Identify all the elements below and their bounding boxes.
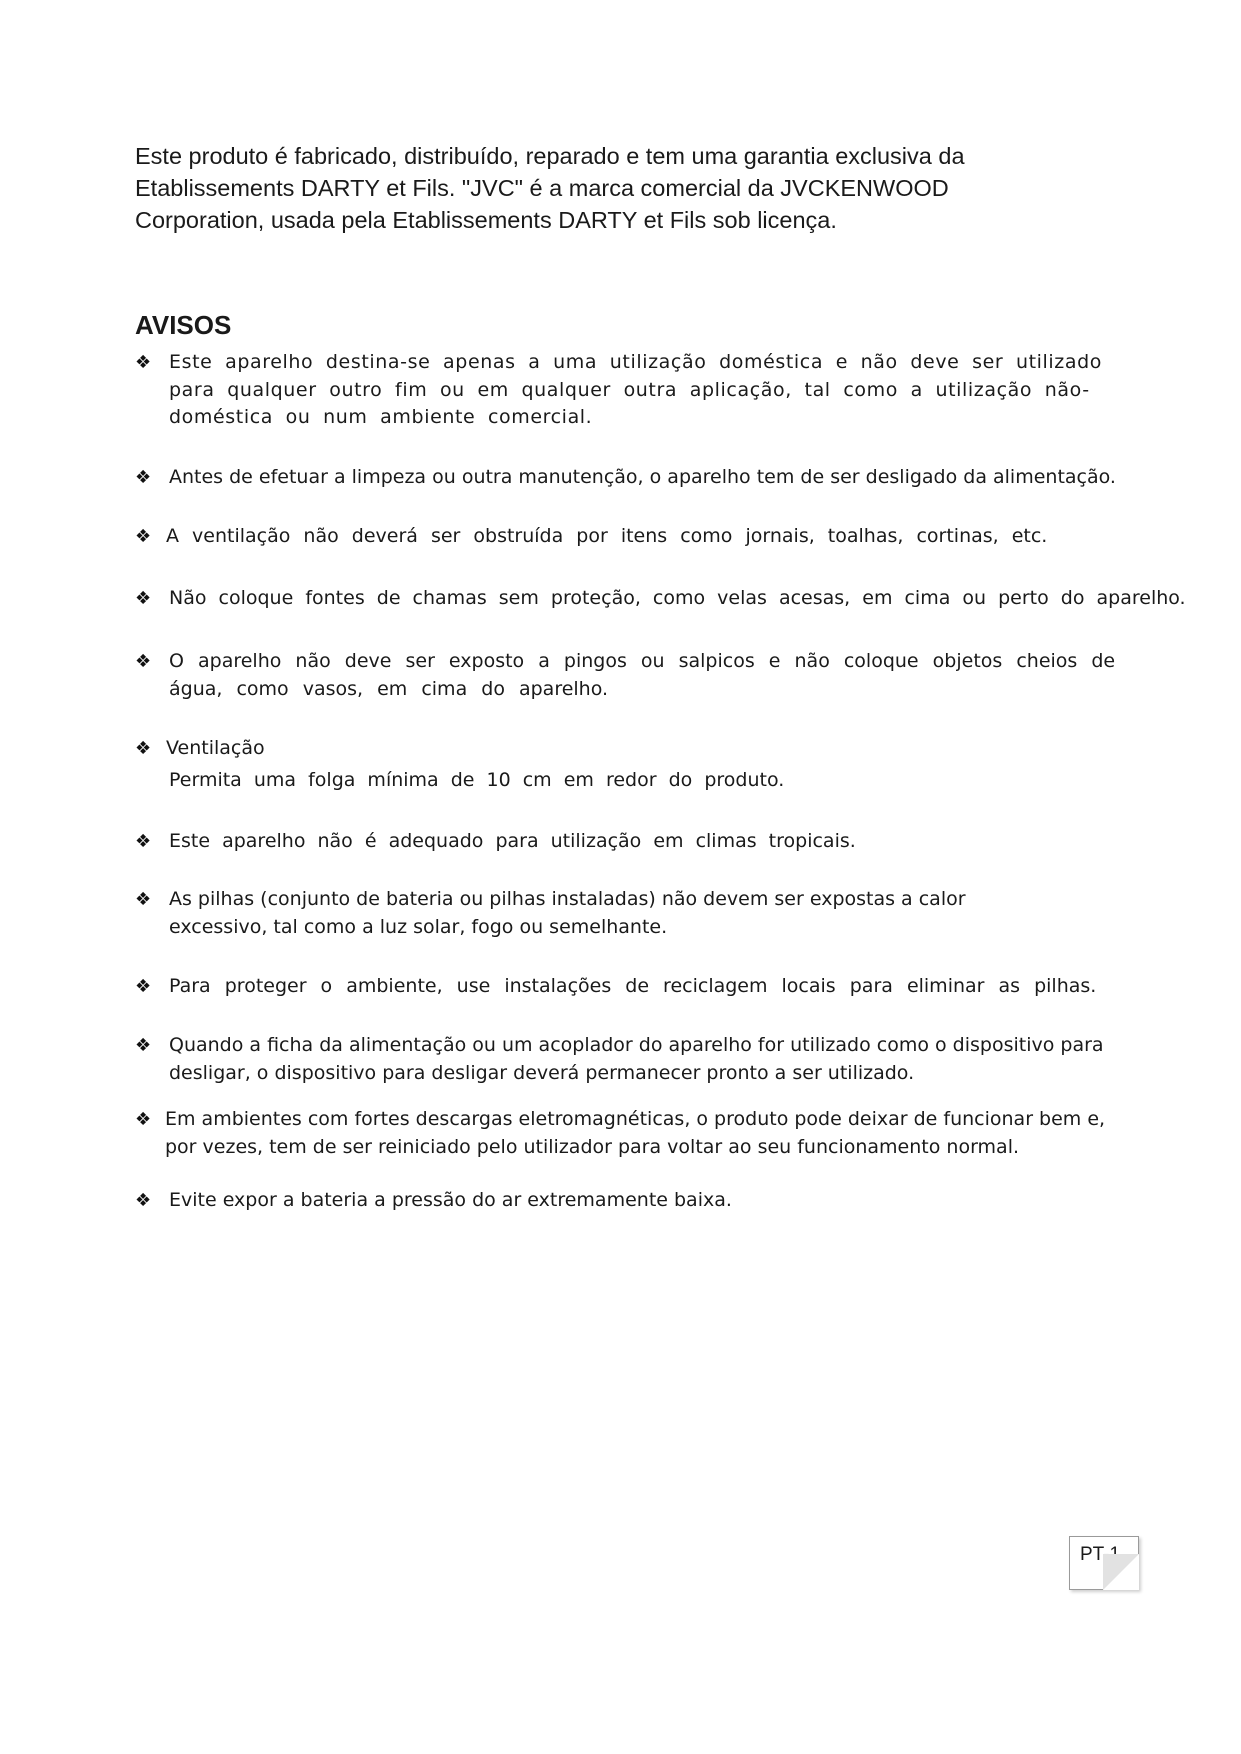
warning-text: Este aparelho não é adequado para utilização em climas tropicais. [169,830,856,852]
warning-item [135,349,1135,432]
bullet-icon: ❖ [135,467,152,488]
page-curl-icon [1103,1554,1139,1590]
bullet-icon: ❖ [135,831,152,852]
bullet-icon: ❖ [135,889,152,910]
warning-text: Quando a ficha da alimentação ou um acoplador do aparelho for utilizado como o dispositivo para desligar, o dispositivo para desligar deverá permanecer pronto a ser utilizado. [169,1034,1104,1084]
bullet-icon: ❖ [135,651,152,672]
bullet-icon: ❖ [135,976,152,997]
warning-text: Evite expor a bateria a pressão do ar extremamente baixa. [169,1189,732,1211]
warning-text: O aparelho não deve ser exposto a pingos ou salpicos e não coloque objetos cheios de água, como vasos, em cima do aparelho. [169,650,1116,700]
warning-item [135,585,1195,613]
warning-text: A ventilação não deverá ser obstruída por itens como jornais, toalhas, cortinas, etc. [166,525,1048,547]
warning-item [135,735,1135,794]
warning-item [135,973,1135,1001]
warning-item [135,1187,1135,1215]
bullet-icon: ❖ [135,1109,152,1130]
warning-text: Este aparelho destina-se apenas a uma utilização doméstica e não deve ser utilizado para qualquer outro fim ou em qualquer outra aplicação, tal como a utilização não-doméstica ou num ambiente comercial. [169,351,1102,428]
warning-item [135,523,1135,551]
bullet-icon: ❖ [135,1190,152,1211]
warnings-heading: AVISOS [135,310,232,340]
bullet-icon: ❖ [135,526,152,547]
bullet-icon: ❖ [135,738,152,759]
warning-text: Não coloque fontes de chamas sem proteção, como velas acesas, em cima ou perto do aparelho. [169,587,1186,609]
warning-text: Em ambientes com fortes descargas eletromagnéticas, o produto pode deixar de funcionar bem e, por vezes, tem de ser reiniciado pelo utilizador para voltar ao seu funcionamento normal. [165,1108,1106,1158]
warning-text: As pilhas (conjunto de bateria ou pilhas instaladas) não devem ser expostas a calor excessivo, tal como a luz solar, fogo ou semelhante. [169,888,966,938]
warning-item [135,828,1135,856]
bullet-icon: ❖ [135,1035,152,1056]
warning-subtext: Permita uma folga mínima de 10 cm em redor do produto. [169,768,785,791]
bullet-icon: ❖ [135,588,152,609]
bullet-icon: ❖ [135,352,152,373]
warning-item [135,1032,1135,1087]
page-number-tag [1069,1536,1139,1590]
page-number: PT-1 [1080,1544,1121,1565]
intro-paragraph: Este produto é fabricado, distribuído, reparado e tem uma garantia exclusiva da Etablissements DARTY et Fils. "JVC" é a marca comercial da JVCKENWOOD Corporation, usada pela Etablissements DARTY et Fils sob licença. [135,143,965,233]
warning-item [135,464,1135,492]
warning-item [135,648,1135,703]
warning-item [135,886,1065,941]
warning-text: Antes de efetuar a limpeza ou outra manutenção, o aparelho tem de ser desligado da alimentação. [169,466,1116,488]
warning-text: Ventilação [166,737,265,759]
warning-item [135,1106,1125,1161]
warning-text: Para proteger o ambiente, use instalações de reciclagem locais para eliminar as pilhas. [169,975,1097,997]
